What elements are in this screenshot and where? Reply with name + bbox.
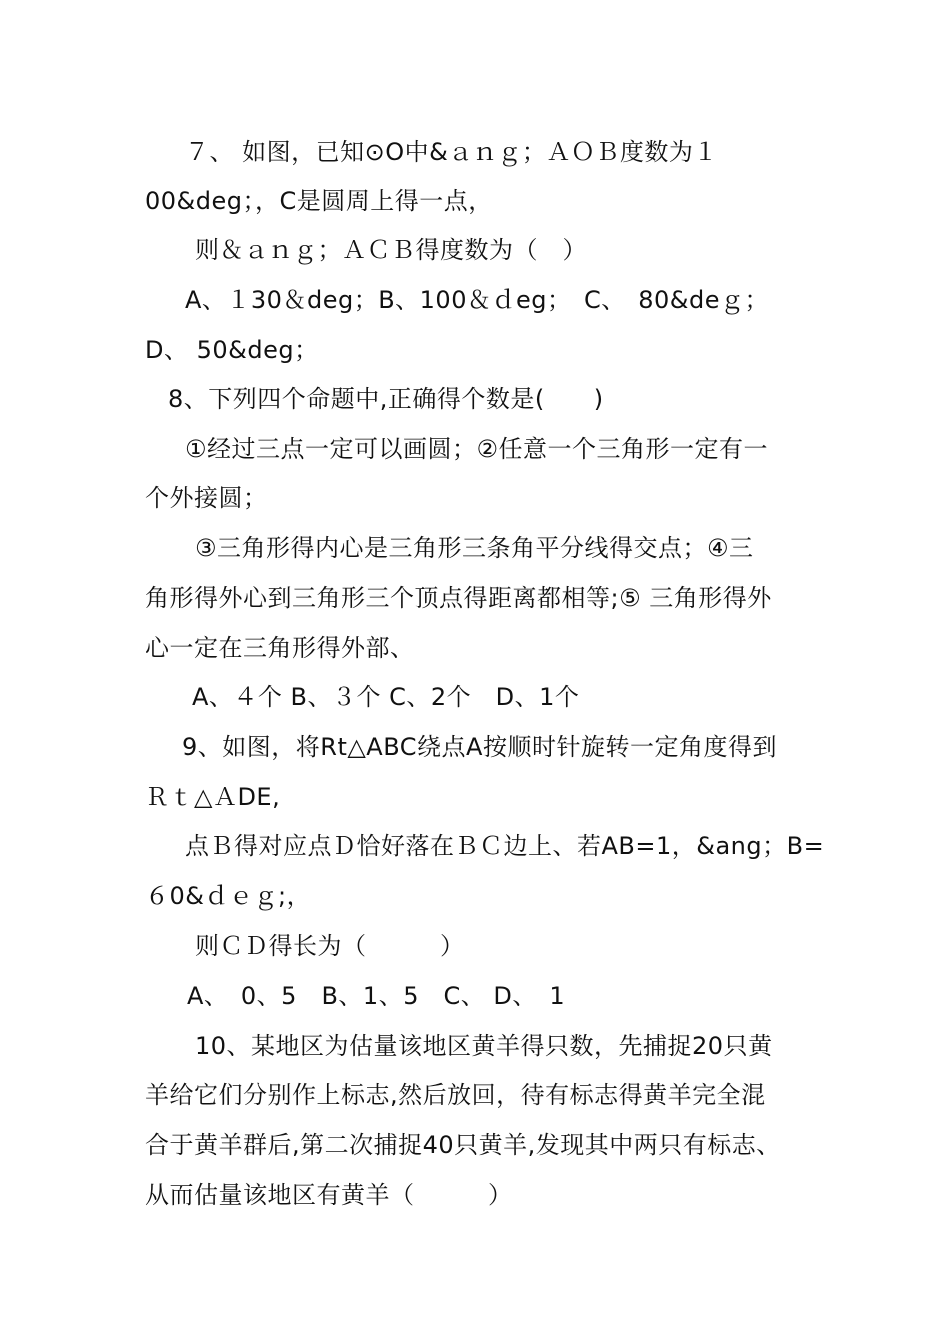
q7-line-1: ７、 如图，已知⊙O中&ａｎｇ；ＡＯＢ度数为１ <box>185 138 718 166</box>
q8-line-1: 8、下列四个命题中,正确得个数是( ) <box>168 385 604 413</box>
q8-line-6: 心一定在三角形得外部、 <box>145 634 415 662</box>
q9-line-5: 则ＣＤ得长为（ ） <box>195 932 465 960</box>
q7-options-2: D、 50&deg； <box>145 336 319 364</box>
q9-line-2: Ｒｔ△ＡDE, <box>145 783 281 811</box>
q7-options-1: A、１30＆deg；B、100＆ｄeg； C、 80&deｇ； <box>185 286 769 314</box>
q9-options: A、 0、5 B、1、5 C、 D、 1 <box>187 982 566 1010</box>
q10-line-2: 羊给它们分别作上标志,然后放回，待有标志得黄羊完全混 <box>145 1081 766 1109</box>
q8-line-4: ③三角形得内心是三角形三条角平分线得交点；④三 <box>195 534 754 562</box>
q9-line-1: 9、如图，将Rt△ABC绕点A按顺时针旋转一定角度得到 <box>182 733 777 761</box>
q7-line-3: 则＆ａｎｇ；ＡＣＢ得度数为（ ） <box>195 236 587 264</box>
q10-line-4: 从而估量该地区有黄羊（ ） <box>145 1181 513 1209</box>
q8-line-3: 个外接圆； <box>145 484 268 512</box>
q9-line-4: ６0&ｄｅｇ;， <box>145 882 312 910</box>
q10-line-1: 10、某地区为估量该地区黄羊得只数，先捕捉20只黄 <box>195 1032 773 1060</box>
q9-line-3: 点Ｂ得对应点Ｄ恰好落在ＢＣ边上、若AB=1，&ang；B= <box>185 832 825 860</box>
q8-line-2: ①经过三点一定可以画圆；②任意一个三角形一定有一 <box>185 435 769 463</box>
q8-options: A、４个 B、３个 C、2个 D、1个 <box>192 683 580 711</box>
q10-line-3: 合于黄羊群后,第二次捕捉40只黄羊,发现其中两只有标志、 <box>145 1131 781 1159</box>
q8-line-5: 角形得外心到三角形三个顶点得距离都相等;⑤ 三角形得外 <box>145 584 772 612</box>
q7-line-2: 00&deg；，C是圆周上得一点， <box>145 187 493 215</box>
